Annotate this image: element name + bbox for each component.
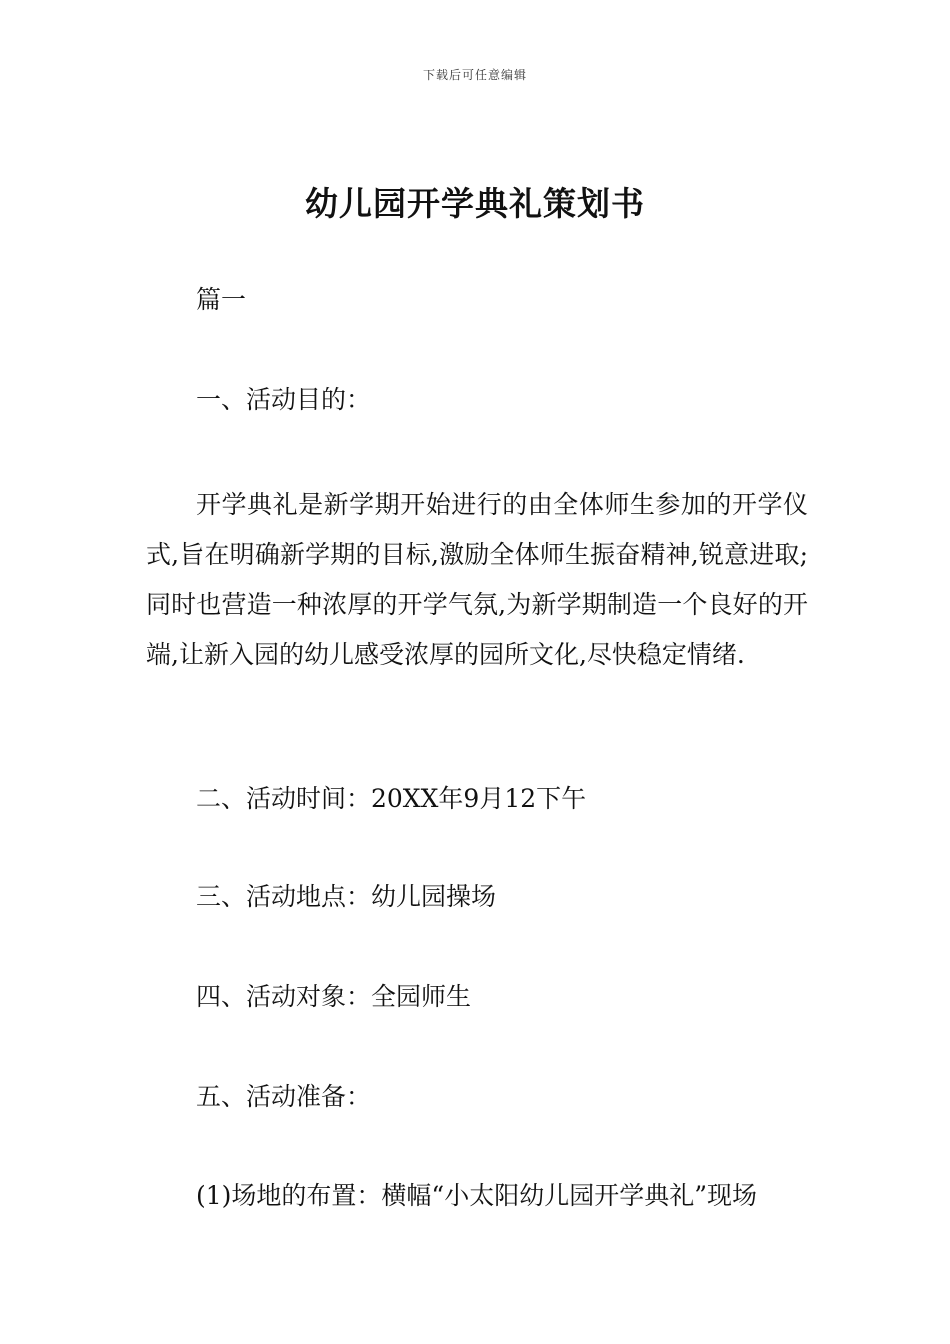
list-item-venue: (1)场地的布置：横幅“小太阳幼儿园开学典礼”现场 bbox=[196, 1181, 757, 1210]
heading-preparation: 五、活动准备： bbox=[196, 1082, 372, 1111]
document-title: 幼儿园开学典礼策划书 bbox=[305, 184, 645, 223]
heading-location: 三、活动地点：幼儿园操场 bbox=[196, 882, 497, 911]
heading-purpose: 一、活动目的： bbox=[196, 385, 372, 414]
header-note: 下载后可任意编辑 bbox=[422, 68, 527, 82]
heading-time: 二、活动时间：20XX年9月12下午 bbox=[196, 784, 587, 813]
paragraph-purpose: 开学典礼是新学期开始进行的由全体师生参加的开学仪式,旨在明确新学期的目标,激励全体师生振奋精神,锐意进取;同时也营造一种浓厚的开学气氛,为新学期制造一个良好的开端,让新入园的幼儿感受浓厚的园所文化,尽快稳定情绪. bbox=[146, 490, 808, 669]
heading-audience: 四、活动对象：全园师生 bbox=[196, 982, 472, 1011]
section-label: 篇一 bbox=[196, 285, 247, 314]
